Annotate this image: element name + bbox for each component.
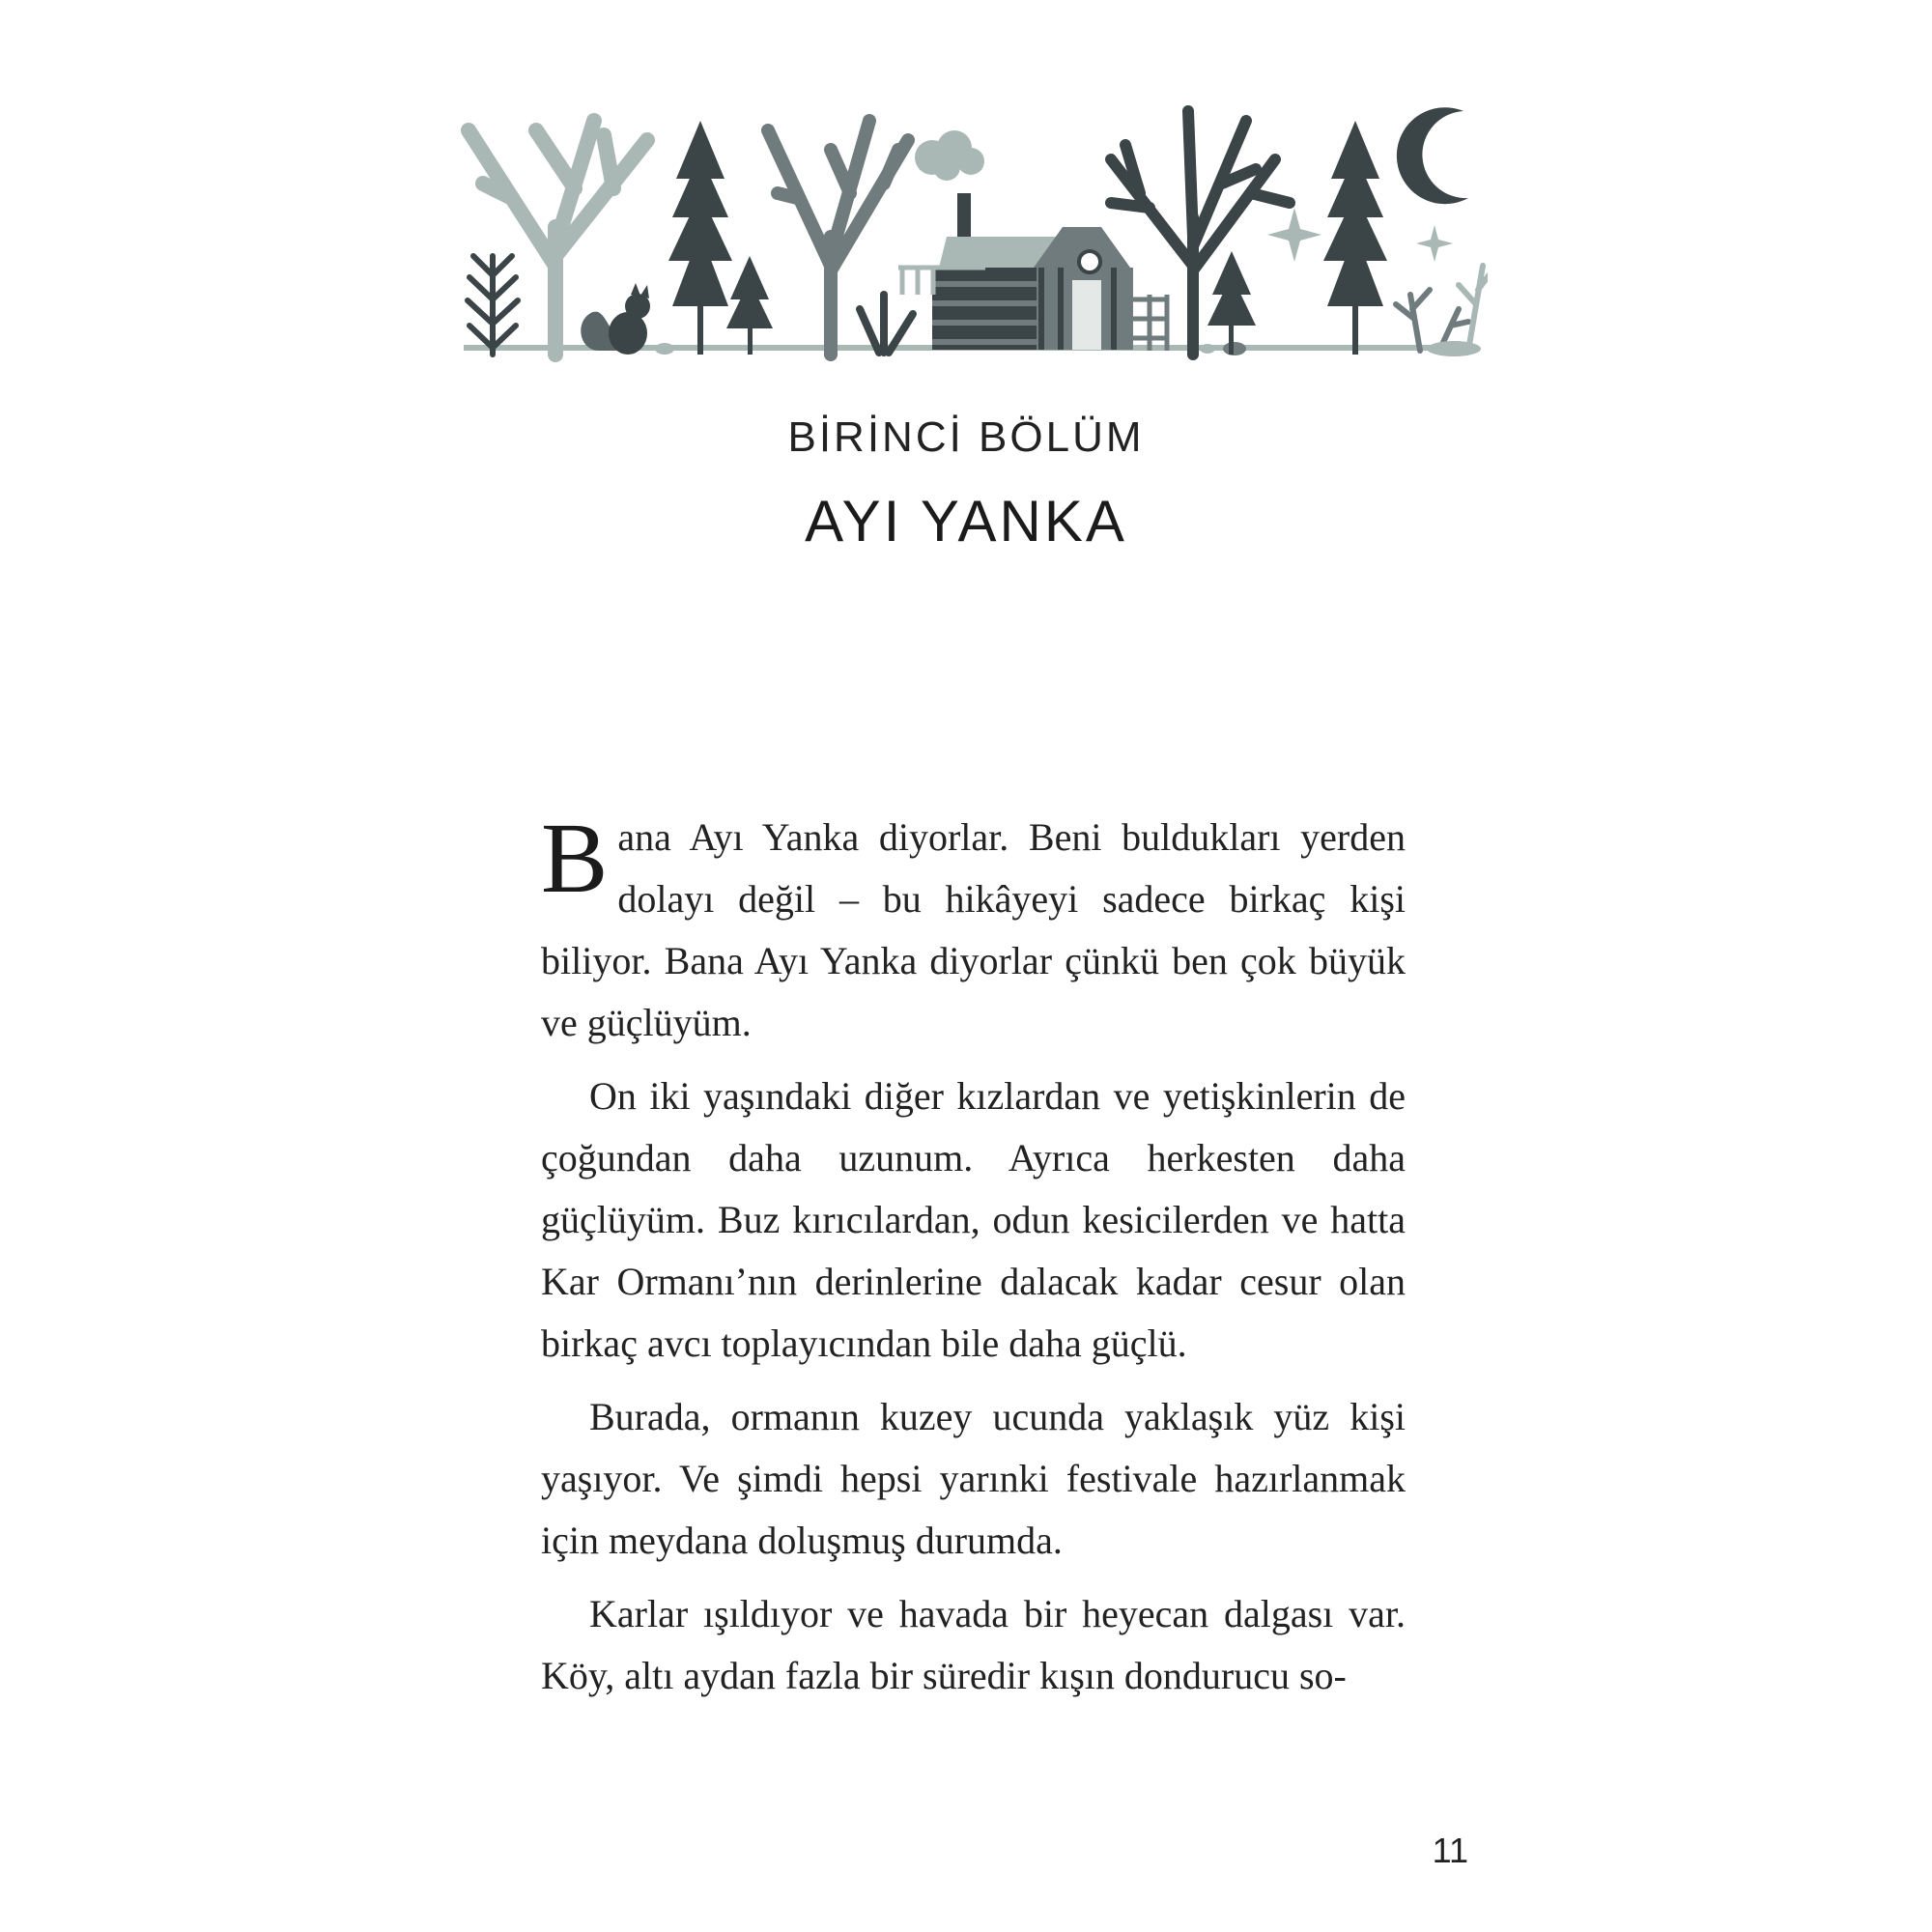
paragraph: On iki yaşındaki diğer kızlardan ve yetişkinlerin de çoğundan daha uzunum. Ayrıca herkesten daha güçlüyüm. Buz kırıcılardan, odun kesicilerden ve hatta Kar Ormanı’nın derinlerine dalacak kadar cesur olan birkaç avcı toplayıcından bile daha güçlü. bbox=[541, 1074, 1406, 1365]
pine-tree-icon bbox=[668, 121, 732, 355]
pine-tree-icon bbox=[1323, 121, 1387, 355]
small-pine-tree-icon bbox=[1208, 251, 1256, 355]
chapter-title: AYI YANKA bbox=[805, 489, 1127, 554]
drop-cap: B bbox=[541, 803, 609, 914]
stone-icon bbox=[655, 343, 674, 355]
body-text bbox=[541, 803, 1406, 1719]
squirrel-icon bbox=[581, 283, 650, 355]
stone-icon bbox=[1223, 342, 1246, 355]
paragraph bbox=[541, 803, 1406, 1054]
small-pine-tree-icon bbox=[726, 256, 773, 355]
paragraph-text: ana Ayı Yanka diyorlar. Beni buldukları yerden dolayı değil – bu hikâyeyi sadece birkaç kişi biliyor. Bana Ayı Yanka diyorlar çünkü ben çok büyük ve güçlüyüm. bbox=[541, 815, 1406, 1044]
bush-icon bbox=[860, 295, 913, 353]
fern-icon bbox=[468, 256, 518, 355]
paragraph: Karlar ışıldıyor ve havada bir heyecan dalgası var. Köy, altı aydan fazla bir süredir kışın dondurucu so- bbox=[541, 1592, 1406, 1697]
star-icon bbox=[1267, 208, 1321, 262]
plant-icon bbox=[1459, 266, 1488, 351]
star-icon bbox=[1416, 225, 1453, 262]
chapter-label: BİRİNCİ BÖLÜM bbox=[787, 413, 1145, 461]
moon-icon bbox=[1397, 107, 1468, 204]
smoke-icon bbox=[915, 130, 984, 181]
mound-icon bbox=[1427, 341, 1481, 356]
paragraph: Burada, ormanın kuzey ucunda yaklaşık yüz kişi yaşıyor. Ve şimdi hepsi yarınki festivale hazırlanmak için meydana doluşmuş durumda. bbox=[541, 1395, 1406, 1562]
cabin-icon bbox=[898, 193, 1169, 351]
page-number: 11 bbox=[1432, 1831, 1468, 1870]
stone-icon bbox=[1200, 344, 1215, 354]
forest-cabin-illustration bbox=[444, 101, 1488, 362]
